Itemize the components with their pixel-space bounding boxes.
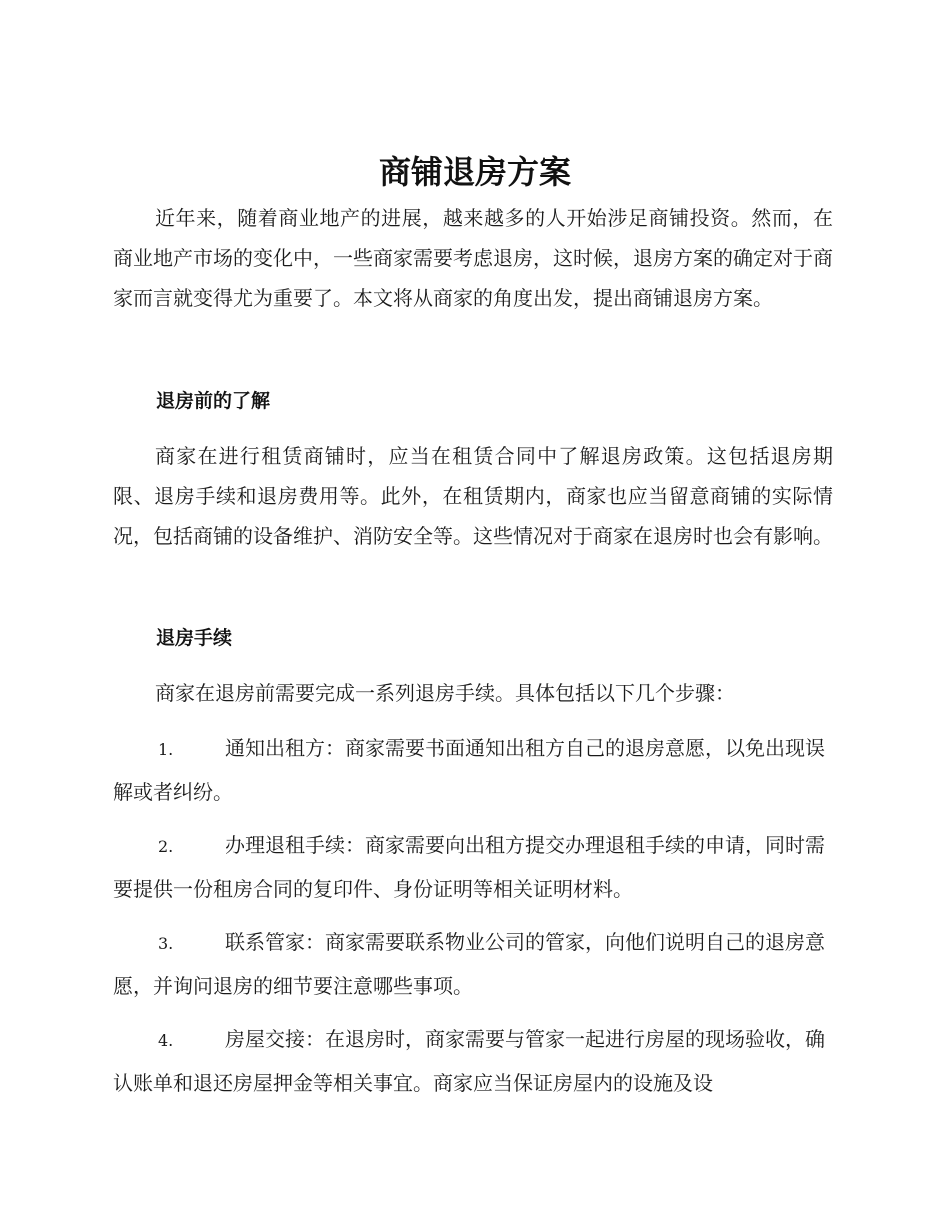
- section-heading-checkout-procedure: 退房手续: [156, 627, 233, 649]
- list-item: [113, 824, 833, 910]
- list-item: [113, 921, 833, 1007]
- section-body-before-checkout: 商家在进行租赁商铺时，应当在租赁合同中了解退房政策。这包括退房期限、退房手续和退房费用等。此外，在租赁期内，商家也应当留意商铺的实际情况，包括商铺的设备维护、消防安全等。这些情况对于商家在退房时也会有影响。: [113, 444, 833, 548]
- list-item-text: 办理退租手续：商家需要向出租方提交办理退租手续的申请，同时需要提供一份租房合同的复印件、身份证明等相关证明材料。: [113, 833, 825, 901]
- list-item: [113, 727, 833, 813]
- list-item-text: 通知出租方：商家需要书面通知出租方自己的退房意愿，以免出现误解或者纠纷。: [113, 736, 825, 804]
- list-item-number: 2.: [158, 837, 174, 856]
- list-item-number: 1.: [158, 740, 174, 759]
- list-item-text: 房屋交接：在退房时，商家需要与管家一起进行房屋的现场验收，确认账单和退还房屋押金等相关事宜。商家应当保证房屋内的设施及设: [113, 1027, 825, 1095]
- list-item-number: 4.: [158, 1031, 174, 1050]
- intro-paragraph: 近年来，随着商业地产的进展，越来越多的人开始涉足商铺投资。然而，在商业地产市场的变化中，一些商家需要考虑退房，这时候，退房方案的确定对于商家而言就变得尤为重要了。本文将从商家的角度出发，提出商铺退房方案。: [113, 206, 833, 310]
- list-item: [113, 1018, 833, 1104]
- list-item-number: 3.: [158, 934, 174, 953]
- list-item-text: 联系管家：商家需要联系物业公司的管家，向他们说明自己的退房意愿，并询问退房的细节要注意哪些事项。: [113, 930, 825, 998]
- section-heading-before-checkout: 退房前的了解: [156, 390, 271, 412]
- section-body-checkout-procedure: 商家在退房前需要完成一系列退房手续。具体包括以下几个步骤：: [155, 681, 735, 705]
- document-title: 商铺退房方案: [378, 153, 571, 191]
